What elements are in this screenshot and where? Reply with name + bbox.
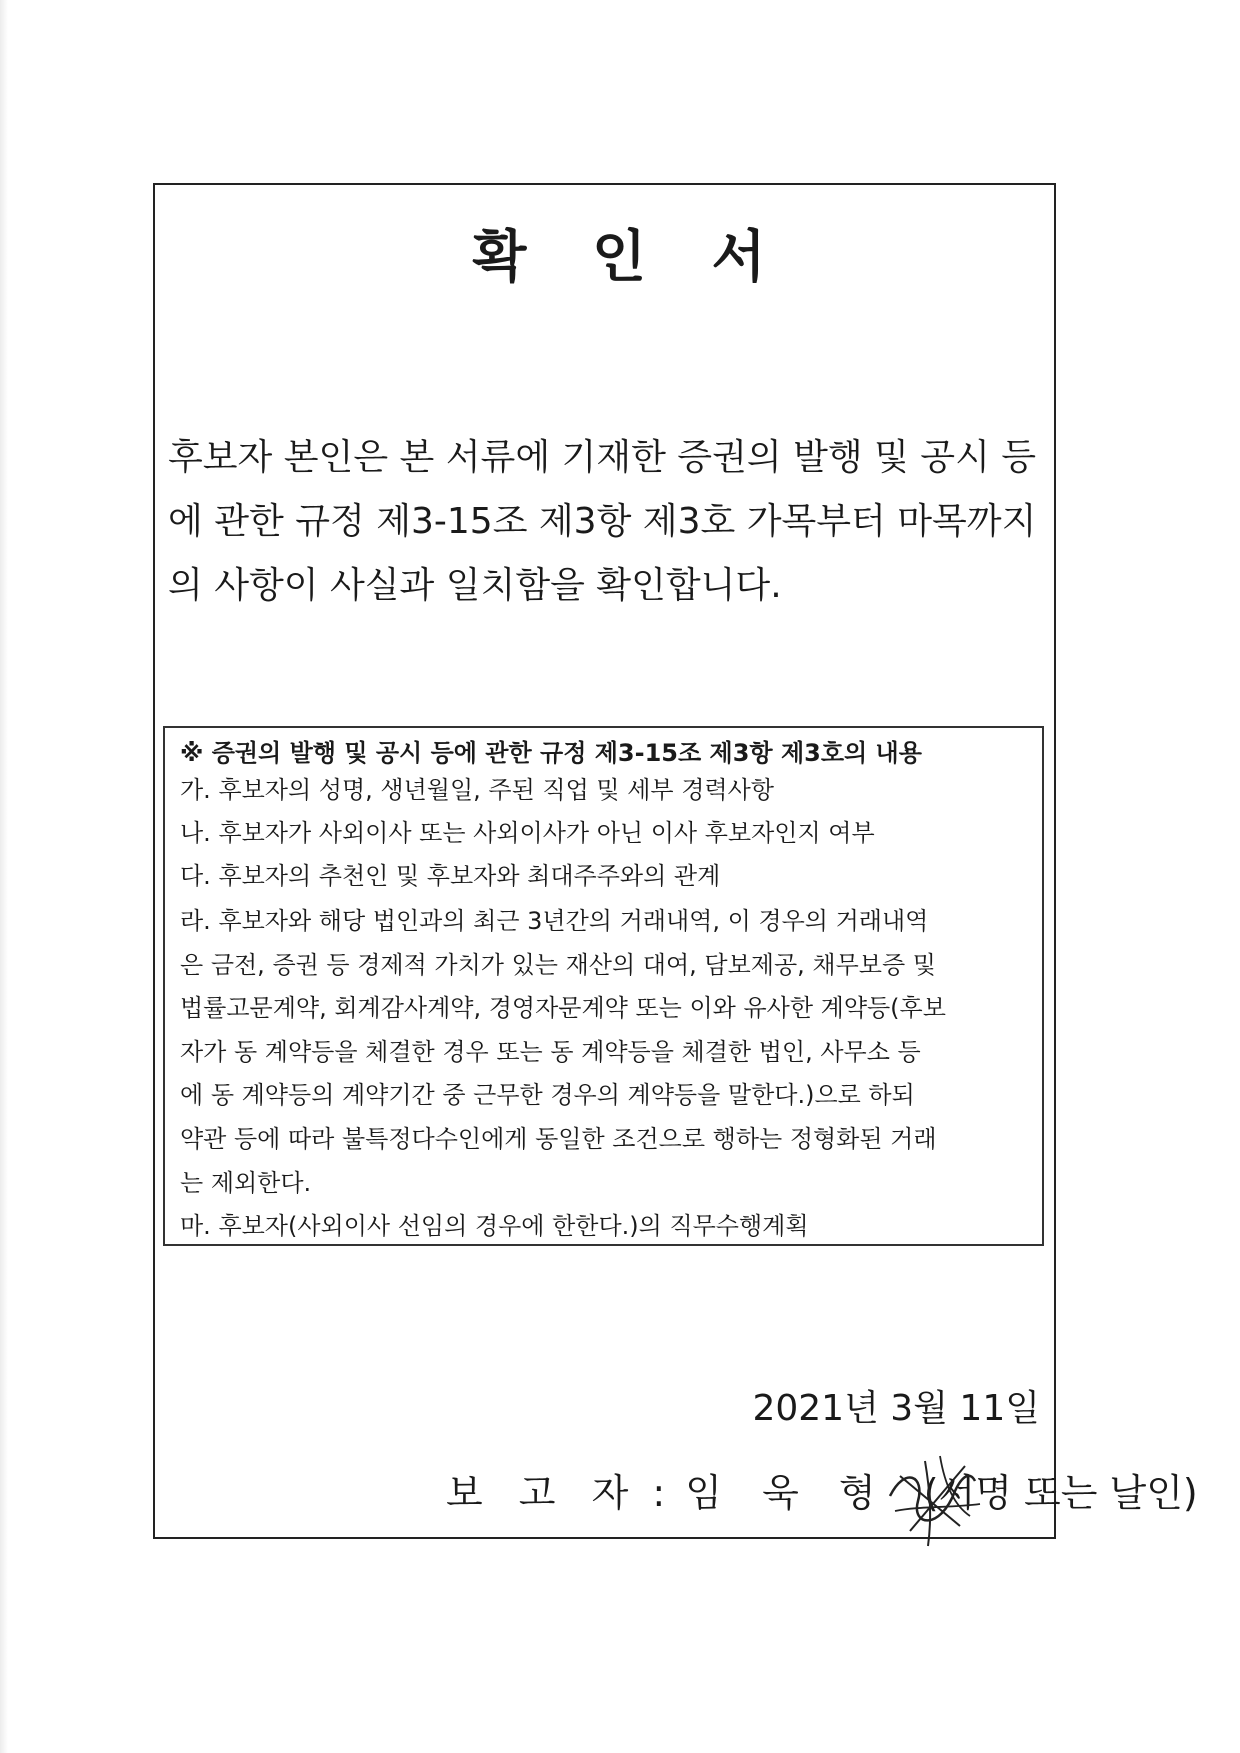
- note-item-ra-cont-4: 에 동 계약등의 계약기간 중 근무한 경우의 계약등을 말한다.)으로 하되: [180, 1081, 915, 1109]
- note-item-da: 다. 후보자의 추천인 및 후보자와 최대주주와의 관계: [180, 862, 721, 890]
- note-item-ga: 가. 후보자의 성명, 생년월일, 주된 직업 및 세부 경력사항: [180, 776, 774, 804]
- note-item-ra-cont-5: 약관 등에 따라 불특정다수인에게 동일한 조건으로 행하는 정형화된 거래: [180, 1125, 937, 1153]
- note-item-ra-cont-1: 은 금전, 증권 등 경제적 가치가 있는 재산의 대여, 담보제공, 채무보증 및: [180, 951, 936, 979]
- note-item-ra: 라. 후보자와 해당 법인과의 최근 3년간의 거래내역, 이 경우의 거래내역: [180, 907, 929, 935]
- note-item-na: 나. 후보자가 사외이사 또는 사외이사가 아닌 이사 후보자인지 여부: [180, 819, 875, 847]
- note-item-ma: 마. 후보자(사외이사 선임의 경우에 한한다.)의 직무수행계획: [180, 1212, 809, 1240]
- signature-mark: [870, 1436, 990, 1556]
- document-title: 확 인 서: [472, 225, 768, 290]
- reporter-name: 임 욱 형: [685, 1471, 890, 1515]
- note-item-ra-cont-2: 법률고문계약, 회계감사계약, 경영자문계약 또는 이와 유사한 계약등(후보: [180, 994, 946, 1022]
- reporter-separator: :: [652, 1471, 666, 1515]
- reporter-label: 보 고 자: [446, 1471, 641, 1515]
- statement-line-1: 후보자 본인은 본 서류에 기재한 증권의 발행 및 공시 등: [168, 437, 1037, 478]
- statement-line-3: 의 사항이 사실과 일치함을 확인합니다.: [168, 565, 782, 606]
- document-date: 2021년 3월 11일: [752, 1388, 1040, 1429]
- note-item-ra-cont-3: 자가 동 계약등을 체결한 경우 또는 동 계약등을 체결한 법인, 사무소 등: [180, 1038, 921, 1066]
- reporter-line: [446, 1462, 1198, 1517]
- signature-note: (서명 또는 날인): [923, 1471, 1198, 1515]
- note-heading: ※ 증권의 발행 및 공시 등에 관한 규정 제3-15조 제3항 제3호의 내용: [180, 739, 922, 767]
- note-item-ra-cont-6: 는 제외한다.: [180, 1169, 312, 1197]
- statement-line-2: 에 관한 규정 제3-15조 제3항 제3호 가목부터 마목까지: [168, 501, 1037, 542]
